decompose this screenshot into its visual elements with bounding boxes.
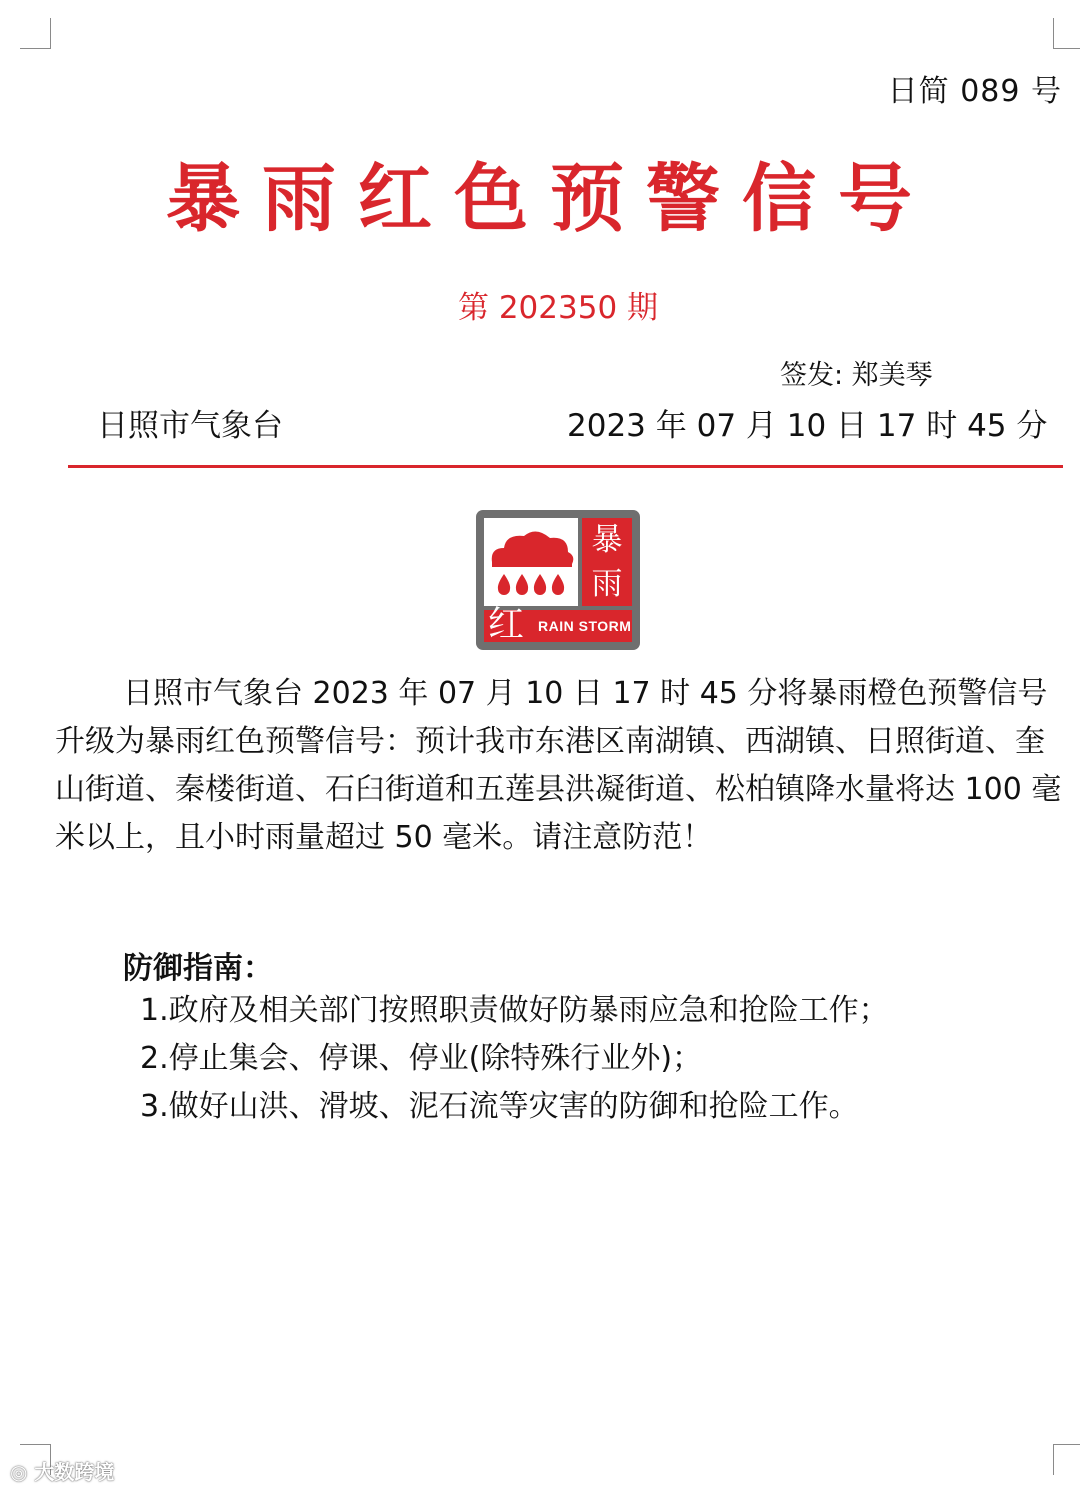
icon-char-2: 雨 bbox=[591, 566, 623, 602]
header-divider bbox=[68, 465, 1063, 468]
issuing-organization: 日照市气象台 bbox=[97, 408, 283, 444]
document-number: 日简 089 号 bbox=[887, 74, 1062, 109]
icon-side-panel bbox=[582, 518, 632, 606]
crop-mark-bottom-right bbox=[1053, 1444, 1080, 1475]
watermark-logo-icon: ◎ bbox=[10, 1460, 35, 1484]
rainstorm-red-warning-icon bbox=[476, 510, 640, 650]
list-item: 3.做好山洪、滑坡、泥石流等灾害的防御和抢险工作。 bbox=[140, 1089, 859, 1124]
icon-bottom-bar bbox=[484, 604, 632, 645]
crop-mark-top-left bbox=[20, 18, 51, 49]
watermark bbox=[10, 1456, 114, 1485]
icon-char-1: 暴 bbox=[591, 522, 623, 558]
icon-label: RAIN STORM bbox=[538, 618, 632, 634]
warning-body bbox=[55, 670, 1067, 862]
list-item: 2.停止集会、停课、停业(除特殊行业外)； bbox=[140, 1041, 703, 1076]
defense-guide-title: 防御指南： bbox=[123, 951, 273, 986]
page-title: 暴雨红色预警信号 bbox=[166, 156, 934, 242]
icon-level-char: 红 bbox=[488, 604, 525, 645]
list-item: 1.政府及相关部门按照职责做好防暴雨应急和抢险工作； bbox=[140, 993, 889, 1028]
issue-datetime: 2023 年 07 月 10 日 17 时 45 分 bbox=[567, 408, 1048, 444]
rain-cloud-icon bbox=[484, 518, 578, 606]
issue-number: 第 202350 期 bbox=[457, 290, 659, 326]
defense-guide-list bbox=[140, 987, 889, 1131]
watermark-text: 大数跨境 bbox=[34, 1460, 115, 1484]
crop-mark-top-right bbox=[1053, 18, 1080, 49]
warning-body-text: 日照市气象台 2023 年 07 月 10 日 17 时 45 分将暴雨橙色预警信号升级为暴雨红色预警信号：预计我市东港区南湖镇、西湖镇、日照街道、奎山街道、秦楼街道、石臼街道和五莲县洪凝街道、松柏镇降水量将达 100 毫米以上，且小时雨量超过 50 毫米。请注意防范！ bbox=[55, 676, 1062, 855]
signer: 签发: 郑美琴 bbox=[780, 360, 933, 391]
